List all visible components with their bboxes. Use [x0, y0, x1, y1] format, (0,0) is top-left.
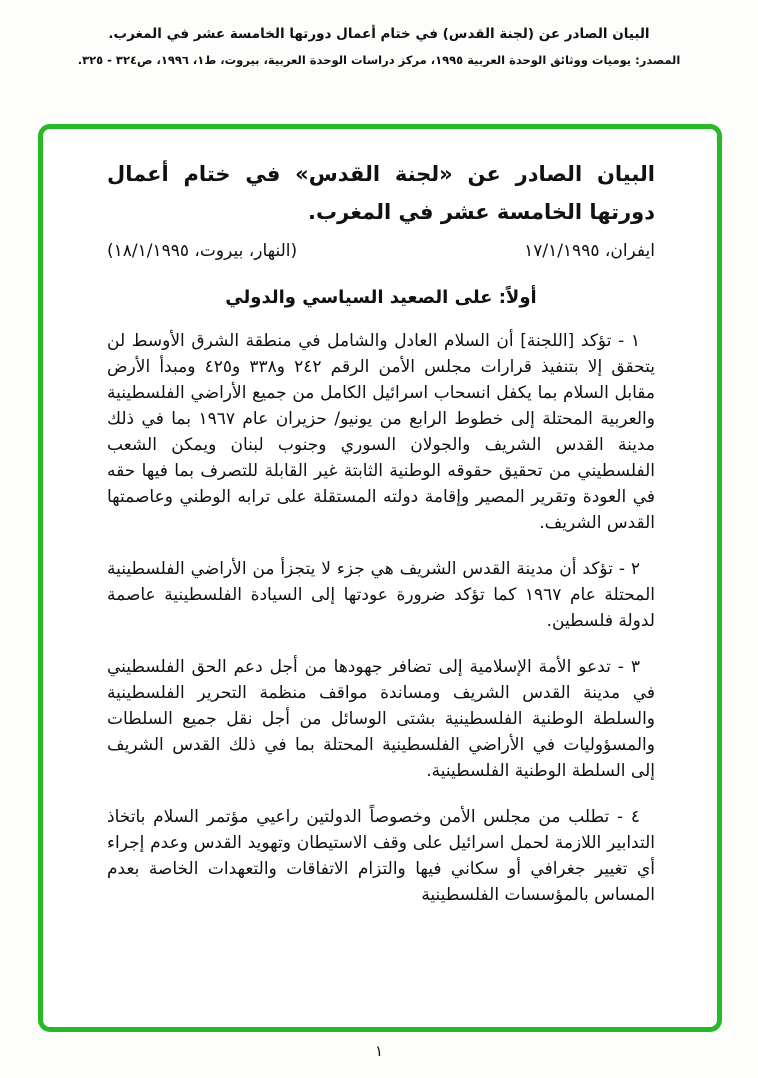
citation-title: البيان الصادر عن (لجنة القدس) في ختام أعمال دورتها الخامسة عشر في المغرب.	[108, 26, 650, 42]
paragraph-3: ٣ - تدعو الأمة الإسلامية إلى تضافر جهودها من أجل دعم الحق الفلسطيني في مدينة القدس الشريف ومساندة مواقف منظمة التحرير الفلسطينية والسلطة الوطنية الفلسطينية بشتى الوسائل من أجل نقل جميع السلطات والمسؤوليات في الأراضي الفلسطينية المحتلة بما في ذلك القدس الشريف إلى السلطة الوطنية الفلسطينية.	[107, 657, 655, 781]
dateline	[107, 241, 655, 261]
dateline-newspaper: (النهار، بيروت، ١٨/١/١٩٩٥)	[107, 241, 298, 261]
page-number: ١	[374, 1042, 384, 1060]
citation-header	[0, 0, 758, 70]
paragraph-1: ١ - تؤكد [اللجنة] أن السلام العادل والشامل في منطقة الشرق الأوسط لن يتحقق إلا بتنفيذ قرارات مجلس الأمن الرقم ٢٤٢ و٣٣٨ و٤٢٥ ومبدأ الأرض مقابل السلام بما يكفل انسحاب اسرائيل الكامل من جميع الأراضي الفلسطينية والعربية المحتلة إلى خطوط الرابع من يونيو/ حزيران عام ١٩٦٧ بما في ذلك مدينة القدس الشريف والجولان السوري وجنوب لبنان ويمكن الشعب الفلسطيني من تحقيق حقوقه الوطنية الثابتة غير القابلة للتصرف بما فيها حقه في العودة وتقرير المصير وإقامة دولته المستقلة على ترابه الوطني وعاصمتها القدس الشريف.	[107, 331, 655, 533]
paragraph-2: ٢ - تؤكد أن مدينة القدس الشريف هي جزء لا يتجزأ من الأراضي الفلسطينية المحتلة عام ١٩٦٧ كما تؤكد ضرورة عودتها إلى السيادة الفلسطينية عاصمة لدولة فلسطين.	[107, 559, 655, 631]
citation-source: المصدر: يوميات ووثائق الوحدة العربية ١٩٩٥، مركز دراسات الوحدة العربية، بيروت، ط١، ١٩٩٦، ص٣٢٤ - ٣٢٥.	[77, 53, 681, 68]
document-title: البيان الصادر عن «لجنة القدس» في ختام أعمال دورتها الخامسة عشر في المغرب.	[107, 162, 655, 224]
section-heading: أولاً: على الصعيد السياسي والدولي	[225, 287, 537, 308]
paragraph-4: ٤ - تطلب من مجلس الأمن وخصوصاً الدولتين راعيي مؤتمر السلام باتخاذ التدابير اللازمة لحمل اسرائيل على وقف الاستيطان وتهويد القدس وعدم إجراء أي تغيير جغرافي أو سكاني فيها والتزام الاتفاقات والتعهدات الخاصة بعدم المساس بالمؤسسات الفلسطينية	[107, 807, 655, 905]
document-frame	[38, 124, 722, 1032]
dateline-location: ايفران، ١٧/١/١٩٩٥	[524, 241, 655, 261]
